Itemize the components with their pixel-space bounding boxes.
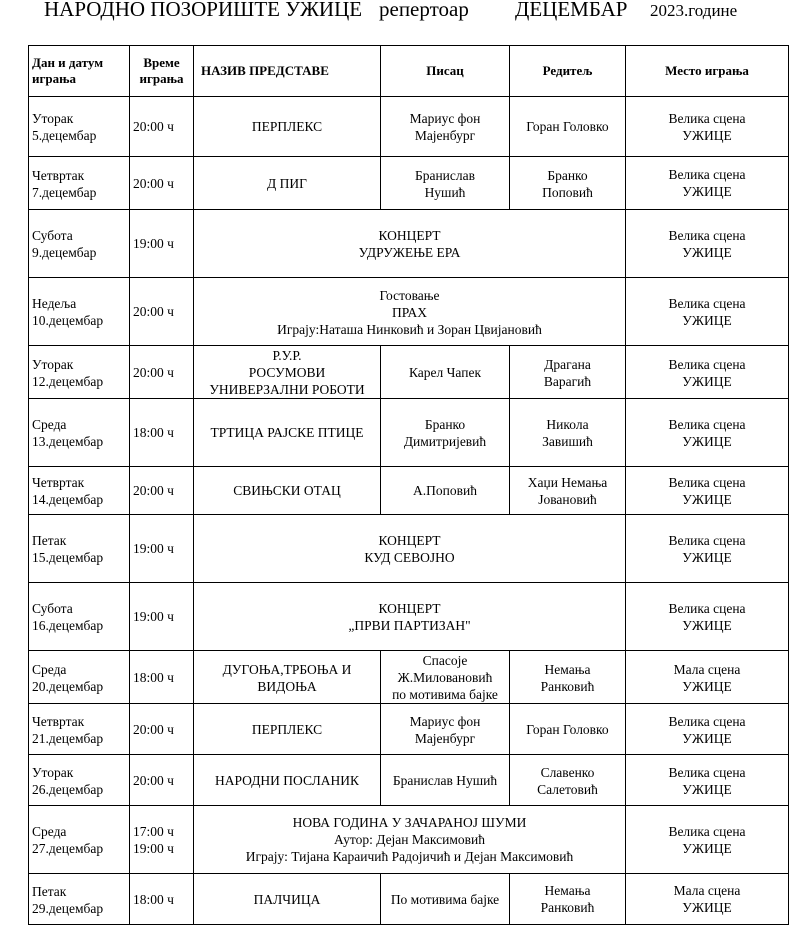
cell-date-text: Четвртак 7.децембар xyxy=(32,167,97,200)
cell-time-text: 17:00 ч 19:00 ч xyxy=(133,823,174,856)
cell-director xyxy=(510,97,626,157)
cell-venue-text: Велика сцена УЖИЦЕ xyxy=(668,228,746,260)
table-row xyxy=(29,874,789,925)
header-date: Дан и датум играња xyxy=(29,46,130,97)
cell-venue xyxy=(626,157,789,210)
cell-director-text: Драгана Варагић xyxy=(543,356,592,389)
cell-show-text: СВИЊСКИ ОТАЦ xyxy=(233,483,341,498)
cell-venue xyxy=(626,755,789,806)
cell-date xyxy=(29,399,130,467)
cell-writer xyxy=(381,467,510,515)
cell-show xyxy=(194,755,381,806)
cell-venue-text: Велика сцена УЖИЦЕ xyxy=(668,764,746,797)
table-row xyxy=(29,806,789,874)
cell-director xyxy=(510,467,626,515)
cell-date-text: Петак 15.децембар xyxy=(32,533,104,565)
cell-venue-text: Велика сцена УЖИЦЕ xyxy=(668,823,746,856)
cell-writer-text: Карел Чапек xyxy=(408,365,482,380)
cell-date-text: Среда 20.децембар xyxy=(32,661,104,694)
header-venue: Место играња xyxy=(626,46,789,97)
repertoire-table xyxy=(28,45,789,925)
cell-director xyxy=(510,346,626,399)
cell-show xyxy=(194,157,381,210)
cell-date-text: Среда 27.децембар xyxy=(32,823,104,856)
cell-venue xyxy=(626,278,789,346)
cell-venue-text: Мала сцена УЖИЦЕ xyxy=(673,882,741,915)
cell-time-text: 19:00 ч xyxy=(133,609,174,624)
cell-date xyxy=(29,97,130,157)
title-repertoire: репертоар xyxy=(379,0,469,21)
cell-venue xyxy=(626,806,789,874)
cell-date xyxy=(29,210,130,278)
table-row xyxy=(29,467,789,515)
cell-date xyxy=(29,157,130,210)
cell-time-text: 20:00 ч xyxy=(133,175,174,191)
cell-show-text: ПЕРПЛЕКС xyxy=(251,721,323,737)
cell-director-text: Горан Головко xyxy=(526,119,609,134)
cell-show-text: ДУГОЊА,ТРБОЊА И ВИДОЊА xyxy=(222,661,352,694)
repertoire-table-wrapper xyxy=(28,45,789,925)
cell-venue-text: Велика сцена УЖИЦЕ xyxy=(668,533,746,565)
cell-director xyxy=(510,399,626,467)
cell-venue-text: Велика сцена УЖИЦЕ xyxy=(668,356,746,389)
cell-date xyxy=(29,704,130,755)
cell-date-text: Субота 16.децембар xyxy=(32,601,104,633)
cell-time-text: 18:00 ч xyxy=(133,425,174,440)
cell-writer-text: Бранислав Нушић xyxy=(392,772,498,788)
cell-time xyxy=(130,467,194,515)
cell-director-text: Хаџи Немања Јовановић xyxy=(527,475,608,507)
cell-time-text: 20:00 ч xyxy=(133,364,174,380)
cell-time xyxy=(130,651,194,704)
cell-venue xyxy=(626,467,789,515)
cell-time xyxy=(130,704,194,755)
cell-writer xyxy=(381,704,510,755)
cell-director-text: Славенко Салетовић xyxy=(537,764,598,797)
table-row xyxy=(29,399,789,467)
cell-writer-text: Спасоје Ж.Миловановић по мотивима бајке xyxy=(392,653,498,702)
cell-time xyxy=(130,874,194,925)
cell-time xyxy=(130,278,194,346)
table-row xyxy=(29,651,789,704)
cell-date xyxy=(29,806,130,874)
cell-show-text: ПАЛЧИЦА xyxy=(253,891,321,907)
cell-writer-text: Бранко Димитријевић xyxy=(403,417,487,449)
cell-writer-text: Мариус фон Мајенбург xyxy=(409,713,481,746)
cell-venue-text: Мала сцена УЖИЦЕ xyxy=(673,661,741,694)
cell-writer-text: Мариус фон Мајенбург xyxy=(409,111,481,143)
cell-date xyxy=(29,874,130,925)
cell-date xyxy=(29,346,130,399)
cell-time xyxy=(130,806,194,874)
cell-venue xyxy=(626,515,789,583)
title-year: 2023.године xyxy=(650,1,738,20)
cell-time-text: 20:00 ч xyxy=(133,721,174,737)
cell-date xyxy=(29,755,130,806)
cell-show-text: Р.У.Р. РОСУМОВИ УНИВЕРЗАЛНИ РОБОТИ xyxy=(209,348,365,397)
cell-director-text: Бранко Поповић xyxy=(542,167,593,200)
table-row xyxy=(29,97,789,157)
cell-date-text: Уторак 26.децембар xyxy=(32,764,104,797)
cell-venue-text: Велика сцена УЖИЦЕ xyxy=(668,296,746,328)
cell-time-text: 19:00 ч xyxy=(133,541,174,556)
header-time: Време играња xyxy=(130,46,194,97)
cell-time xyxy=(130,755,194,806)
cell-venue-text: Велика сцена УЖИЦЕ xyxy=(668,111,746,143)
cell-director xyxy=(510,755,626,806)
cell-show-text: КОНЦЕРТ КУД СЕВОЈНО xyxy=(364,532,455,565)
cell-date-text: Среда 13.децембар xyxy=(32,417,104,449)
page-title xyxy=(0,0,791,36)
cell-time-text: 20:00 ч xyxy=(133,483,174,498)
table-row xyxy=(29,755,789,806)
cell-show xyxy=(194,278,626,346)
table-row xyxy=(29,278,789,346)
cell-date xyxy=(29,651,130,704)
cell-writer-text: Бранислав Нушић xyxy=(414,167,476,200)
cell-date xyxy=(29,278,130,346)
cell-director-text: Немања Ранковић xyxy=(540,661,595,694)
cell-time-text: 19:00 ч xyxy=(133,236,174,251)
cell-writer xyxy=(381,651,510,704)
cell-date xyxy=(29,515,130,583)
cell-show xyxy=(194,467,381,515)
cell-venue-text: Велика сцена УЖИЦЕ xyxy=(668,166,746,199)
cell-director-text: Никола Завишић xyxy=(542,417,593,449)
cell-show-text: ТРТИЦА РАЈСКЕ ПТИЦЕ xyxy=(210,425,364,440)
cell-date-text: Уторак 5.децембар xyxy=(32,111,97,143)
header-director: Редитељ xyxy=(510,46,626,97)
cell-show-text: Гостовање ПРАХ Играју:Наташа Нинковић и Зоран Цвијановић xyxy=(277,287,542,337)
cell-venue xyxy=(626,583,789,651)
cell-show xyxy=(194,806,626,874)
cell-time-text: 20:00 ч xyxy=(133,119,174,134)
table-row xyxy=(29,346,789,399)
cell-time xyxy=(130,346,194,399)
cell-show-text: КОНЦЕРТ „ПРВИ ПАРТИЗАН" xyxy=(348,601,471,633)
table-row xyxy=(29,210,789,278)
cell-show xyxy=(194,583,626,651)
cell-show xyxy=(194,515,626,583)
cell-venue-text: Велика сцена УЖИЦЕ xyxy=(668,601,746,633)
cell-director xyxy=(510,157,626,210)
cell-writer-text: По мотивима бајке xyxy=(390,891,500,907)
cell-time-text: 18:00 ч xyxy=(133,669,174,685)
cell-show xyxy=(194,210,626,278)
cell-time-text: 20:00 ч xyxy=(133,772,174,788)
table-row xyxy=(29,583,789,651)
cell-time xyxy=(130,157,194,210)
table-row xyxy=(29,157,789,210)
cell-writer xyxy=(381,346,510,399)
cell-show xyxy=(194,399,381,467)
cell-date-text: Субота 9.децембар xyxy=(32,228,97,260)
cell-time xyxy=(130,210,194,278)
cell-show xyxy=(194,704,381,755)
header-writer: Писац xyxy=(381,46,510,97)
cell-venue-text: Велика сцена УЖИЦЕ xyxy=(668,475,746,507)
title-theatre-name: НАРОДНО ПОЗОРИШТЕ УЖИЦЕ xyxy=(44,0,363,21)
cell-venue xyxy=(626,874,789,925)
cell-time xyxy=(130,583,194,651)
cell-time-text: 18:00 ч xyxy=(133,891,174,907)
cell-writer xyxy=(381,97,510,157)
cell-date-text: Четвртак 21.децембар xyxy=(32,713,104,746)
table-row xyxy=(29,704,789,755)
cell-writer xyxy=(381,399,510,467)
cell-date-text: Четвртак 14.децембар xyxy=(32,475,104,507)
cell-date-text: Уторак 12.децембар xyxy=(32,356,104,389)
header-show: НАЗИВ ПРЕДСТАВЕ xyxy=(194,46,381,97)
table-header-row xyxy=(29,46,789,97)
cell-show xyxy=(194,651,381,704)
cell-show-text: НАРОДНИ ПОСЛАНИК xyxy=(214,772,360,788)
cell-date-text: Недеља 10.децембар xyxy=(32,296,104,328)
cell-date-text: Петак 29.децембар xyxy=(32,883,104,916)
cell-show-text: КОНЦЕРТ УДРУЖЕЊЕ ЕРА xyxy=(358,227,461,260)
cell-date xyxy=(29,583,130,651)
cell-venue xyxy=(626,97,789,157)
cell-show xyxy=(194,874,381,925)
cell-director xyxy=(510,651,626,704)
cell-show-text: ПЕРПЛЕКС xyxy=(251,119,323,134)
cell-show-text: Д ПИГ xyxy=(267,175,307,191)
table-row xyxy=(29,515,789,583)
cell-director xyxy=(510,704,626,755)
cell-venue-text: Велика сцена УЖИЦЕ xyxy=(668,713,746,746)
cell-time-text: 20:00 ч xyxy=(133,304,174,319)
cell-venue xyxy=(626,704,789,755)
cell-venue xyxy=(626,651,789,704)
cell-time xyxy=(130,399,194,467)
cell-venue xyxy=(626,399,789,467)
title-month: ДЕЦЕМБАР xyxy=(515,0,628,21)
cell-writer xyxy=(381,874,510,925)
cell-director-text: Немања Ранковић xyxy=(540,882,595,915)
cell-director xyxy=(510,874,626,925)
cell-writer xyxy=(381,755,510,806)
cell-writer-text: А.Поповић xyxy=(413,483,477,498)
cell-venue-text: Велика сцена УЖИЦЕ xyxy=(668,417,746,449)
cell-time xyxy=(130,515,194,583)
cell-time xyxy=(130,97,194,157)
cell-show-text: НОВА ГОДИНА У ЗАЧАРАНОЈ ШУМИ Аутор: Дејан Максимовић Играју: Тијана Караичић Радојичић и Дејан Максимовић xyxy=(245,815,574,864)
cell-show xyxy=(194,346,381,399)
cell-venue xyxy=(626,346,789,399)
cell-director-text: Горан Головко xyxy=(526,722,609,737)
cell-venue xyxy=(626,210,789,278)
cell-show xyxy=(194,97,381,157)
cell-date xyxy=(29,467,130,515)
cell-writer xyxy=(381,157,510,210)
